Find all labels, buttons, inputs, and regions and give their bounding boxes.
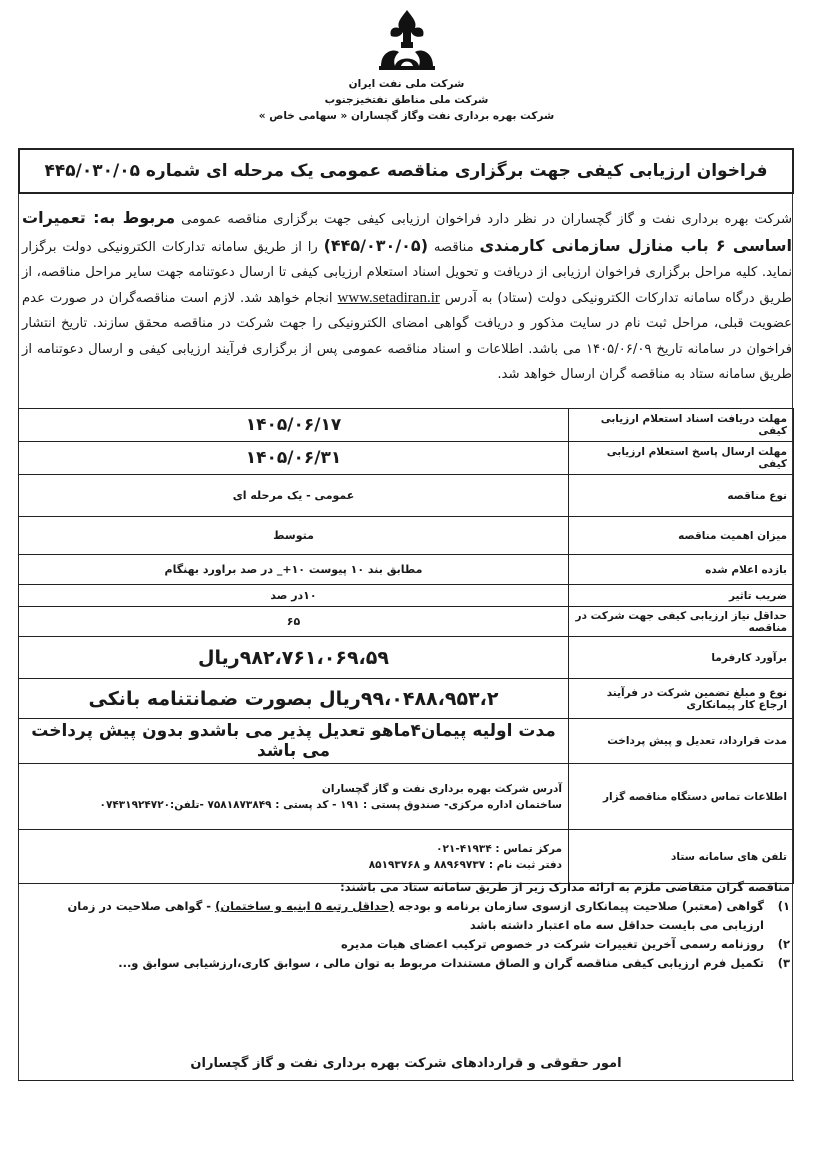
row-label: ضریب تاثیر	[569, 585, 794, 607]
item-text-part: گواهی (معتبر) صلاحیت پیمانکاری ازسوی سازمان برنامه و بودجه	[394, 899, 764, 913]
table-row	[19, 764, 794, 830]
org-line: شرکت بهره برداری نفت وگاز گچساران « سهامی خاص »	[258, 110, 555, 122]
table-row	[19, 679, 794, 719]
row-value: ۶۵	[19, 607, 569, 637]
nioc-logo	[375, 8, 439, 74]
row-value: عمومی - یک مرحله ای	[19, 475, 569, 517]
item-text: تکمیل فرم ارزیابی کیفی مناقصه گران و الصاق مستندات مربوط به توان مالی ، سوابق کاری،ارزشیابی سوابق و...	[118, 956, 764, 970]
row-value: مطابق بند ۱۰ پیوست ۱۰+_ در صد براورد بهنگام	[19, 555, 569, 585]
item-underlined: (حداقل رتبه ۵ ابنیه و ساختمان)	[215, 899, 395, 913]
org-line: شرکت ملی مناطق نفتخیزجنوب	[324, 94, 489, 106]
item-text	[22, 897, 764, 935]
row-value	[19, 830, 569, 884]
row-label: بازده اعلام شده	[569, 555, 794, 585]
item-text-part: - گواهی صلاحیت در زمان ارزیابی می بایست حداقل سه ماه اعتبار داشته باشد	[67, 899, 764, 932]
table-row	[19, 555, 794, 585]
intro-text: انجام خواهد شد. لازم است مناقصه‌گران در صورت عدم عضویت قبلی، مراحل ثبت نام در سایت مذکور و دریافت گواهی امضای الکترونیکی را جهت شرکت در مناقصه محقق سازند. تاریخ انتشار فراخوان در سامانه تاریخ ۱۴۰۵/۰۶/۰۹ می باشد. اطلاعات و اسناد مناقصه عمومی پس از برگزاری فرآیند ارزیابی کیفی و ارسال دعوتنامه از طریق سامانه ستاد به مناقصه گران ارسال خواهد شد.	[22, 290, 793, 382]
contact-address-line: ساختمان اداره مرکزی- صندوق پستی : ۱۹۱ - کد پستی : ۷۵۸۱۸۷۳۸۴۹ -تلفن:۰۷۴۳۱۹۲۴۷۲۰	[99, 798, 562, 811]
intro-paragraph	[22, 205, 792, 388]
row-value: مدت اولیه پیمان۴ماهو تعدیل پذیر می باشدو بدون پیش پرداخت می باشد	[19, 719, 569, 764]
row-label: تلفن های سامانه ستاد	[569, 830, 794, 884]
intro-subject: مربوط به: تعمیرات اساسی ۶ باب منازل سازمانی کارمندی	[22, 208, 793, 255]
row-label: حداقل نیاز ارزیابی کیفی جهت شرکت در مناقصه	[569, 607, 794, 637]
row-label: برآورد کارفرما	[569, 637, 794, 679]
tender-info-table	[18, 408, 794, 884]
table-row	[19, 607, 794, 637]
contact-address-line: آدرس شرکت بهره برداری نفت و گاز گچساران	[321, 782, 562, 795]
row-value: ۱۴۰۵/۰۶/۱۷	[19, 409, 569, 442]
item-number: ۱)	[777, 899, 790, 913]
title-box	[18, 148, 794, 194]
item-number: ۲)	[777, 937, 790, 951]
list-item	[22, 897, 790, 935]
row-value	[19, 764, 569, 830]
footer-signature: امور حقوقی و قراردادهای شرکت بهره برداری نفت و گاز گچساران	[18, 1050, 794, 1081]
tender-number: (۴۴۵/۰۳۰/۰۵)	[323, 235, 428, 255]
letterhead	[0, 8, 813, 124]
intro-text: شرکت بهره برداری نفت و گاز گچساران در نظر دارد فراخوان ارزیابی کیفی جهت برگزاری مناقصه عمومی	[175, 212, 793, 227]
requirements-section	[22, 878, 790, 973]
row-label: مهلت دریافت اسناد استعلام ارزیابی کیفی	[569, 409, 794, 442]
row-value: متوسط	[19, 517, 569, 555]
table-row	[19, 637, 794, 679]
row-value: ۱۴۰۵/۰۶/۳۱	[19, 442, 569, 475]
table-row	[19, 517, 794, 555]
requirements-heading: مناقصه گران متقاضی ملزم به ارائه مدارک زیر از طریق سامانه ستاد می باشند:	[340, 880, 790, 894]
row-label: مدت قرارداد، تعدیل و پیش پرداخت	[569, 719, 794, 764]
row-value: ۹۹،۰۴۸۸،۹۵۳،۲ریال بصورت ضمانتنامه بانکی	[19, 679, 569, 719]
table-row	[19, 585, 794, 607]
row-value: ۱۰در صد	[19, 585, 569, 607]
list-item	[22, 954, 790, 973]
list-item	[22, 935, 790, 954]
setad-phone-line: دفتر ثبت نام : ۸۸۹۶۹۷۳۷ و ۸۵۱۹۳۷۶۸	[368, 858, 562, 871]
table-row	[19, 442, 794, 475]
table-row	[19, 719, 794, 764]
row-label: نوع و مبلغ تضمین شرکت در فرآیند ارجاع کار پیمانکاری	[569, 679, 794, 719]
page-title: فراخوان ارزیابی کیفی جهت برگزاری مناقصه عمومی یک مرحله ای شماره ۴۴۵/۰۳۰/۰۵	[44, 161, 768, 181]
row-label: میزان اهمیت مناقصه	[569, 517, 794, 555]
row-value: ۹۸۲،۷۶۱،۰۶۹،۵۹ریال	[19, 637, 569, 679]
table-row	[19, 475, 794, 517]
row-label: مهلت ارسال پاسخ استعلام ارزیابی کیفی	[569, 442, 794, 475]
org-name-lines	[0, 76, 813, 124]
intro-text: مناقصه	[428, 239, 480, 255]
item-number: ۳)	[777, 956, 790, 970]
row-label: نوع مناقصه	[569, 475, 794, 517]
item-text: روزنامه رسمی آخرین تغییرات شرکت در خصوص ترکیب اعضای هیات مدیره	[340, 937, 764, 951]
setad-url-link[interactable]: www.setadiran.ir	[337, 289, 440, 306]
table-row	[19, 830, 794, 884]
row-label: اطلاعات تماس دستگاه مناقصه گزار	[569, 764, 794, 830]
table-row	[19, 409, 794, 442]
org-line: شرکت ملی نفت ایران	[348, 78, 465, 90]
intro-text: را از طریق سامانه تدارکات الکترونیکی دولت برگزار نماید. کلیه مراحل برگزاری فراخوان ارزیابی از دریافت و تحویل اسناد استعلام ارزیابی کیفی تا ارسال دعوتنامه جهت سایر مراحل مناقصه، از طریق درگاه سامانه تدارکات الکترونیکی دولت (ستاد) به آدرس	[22, 239, 792, 306]
setad-phone-line: مرکز تماس : ۴۱۹۳۴-۰۲۱	[436, 842, 562, 855]
